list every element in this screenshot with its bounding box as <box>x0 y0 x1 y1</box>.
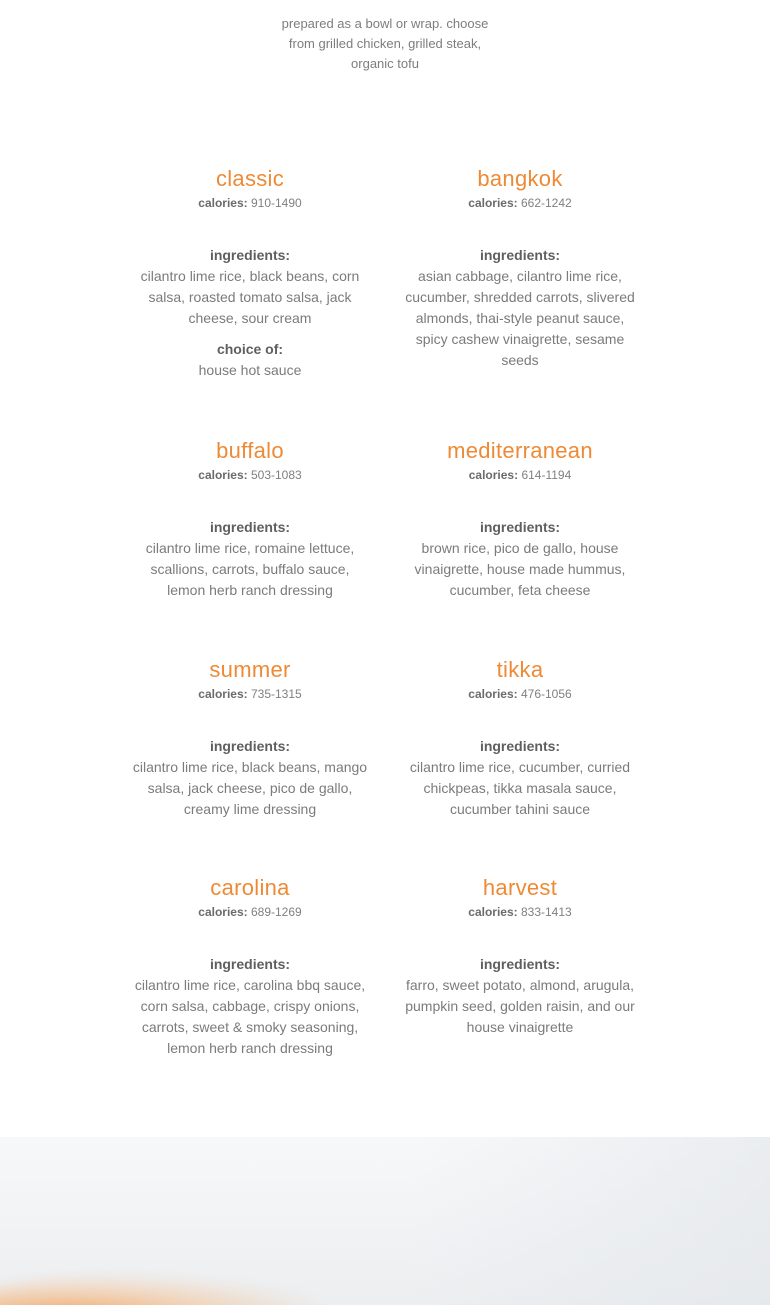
item-name: harvest <box>482 875 558 900</box>
ingredients-text: cilantro lime rice, black beans, mango salsa, jack cheese, pico de gallo, creamy lime dressing <box>132 759 368 817</box>
choice-label: choice of: <box>216 341 284 357</box>
calories-label: calories: <box>198 905 248 919</box>
ingredients-text: cilantro lime rice, romaine lettuce, scallions, carrots, buffalo sauce, lemon herb ranch dressing <box>145 540 355 598</box>
item-calories <box>395 686 645 702</box>
item-name: summer <box>209 657 291 682</box>
ingredients-label: ingredients: <box>479 519 561 535</box>
ingredients-text: cilantro lime rice, carolina bbq sauce, corn salsa, cabbage, crispy onions, carrots, sweet & smoky seasoning, lemon herb ranch dressing <box>134 977 366 1056</box>
item-name: mediterranean <box>447 438 593 463</box>
item-name: tikka <box>496 657 544 682</box>
item-calories <box>395 195 645 211</box>
choice-text: house hot sauce <box>198 362 302 378</box>
menu-item-harvest <box>395 875 645 1038</box>
calories-label: calories: <box>468 196 518 210</box>
item-calories <box>125 686 375 702</box>
ingredients-text: farro, sweet potato, almond, arugula, pumpkin seed, golden raisin, and our house vinaigrette <box>405 977 635 1035</box>
ingredients-label: ingredients: <box>209 247 291 263</box>
calories-value: 735-1315 <box>250 687 302 701</box>
ingredients-label: ingredients: <box>479 247 561 263</box>
calories-value: 614-1194 <box>521 468 572 482</box>
item-name: bangkok <box>477 166 563 191</box>
ingredients-text: cilantro lime rice, black beans, corn salsa, roasted tomato salsa, jack cheese, sour cream <box>140 268 360 326</box>
calories-label: calories: <box>468 468 519 482</box>
ingredients-text: brown rice, pico de gallo, house vinaigrette, house made hummus, cucumber, feta cheese <box>414 540 626 598</box>
item-name: buffalo <box>216 438 284 463</box>
calories-value: 662-1242 <box>520 196 572 210</box>
hero-image-banner <box>0 1137 770 1305</box>
ingredients-label: ingredients: <box>479 956 561 972</box>
hero-haze <box>410 1137 770 1305</box>
calories-value: 833-1413 <box>520 905 572 919</box>
item-calories <box>125 904 375 920</box>
menu-item-buffalo <box>125 438 375 601</box>
calories-label: calories: <box>198 687 248 701</box>
ingredients-label: ingredients: <box>209 738 291 754</box>
hero-food-blur <box>0 1275 320 1305</box>
item-calories <box>125 467 375 483</box>
menu-item-bangkok <box>395 166 645 371</box>
item-name: carolina <box>210 875 290 900</box>
menu-item-mediterranean <box>395 438 645 601</box>
ingredients-text: cilantro lime rice, cucumber, curried chickpeas, tikka masala sauce, cucumber tahini sauce <box>409 759 631 817</box>
calories-value: 910-1490 <box>250 196 302 210</box>
item-calories <box>125 195 375 211</box>
calories-label: calories: <box>468 687 518 701</box>
ingredients-label: ingredients: <box>479 738 561 754</box>
item-calories <box>395 467 645 483</box>
menu-item-summer <box>125 657 375 820</box>
menu-item-classic <box>125 166 375 381</box>
menu-item-carolina <box>125 875 375 1059</box>
calories-label: calories: <box>198 468 248 482</box>
intro-description: prepared as a bowl or wrap. choose from grilled chicken, grilled steak, organic tofu <box>281 16 489 71</box>
calories-label: calories: <box>468 905 518 919</box>
calories-value: 689-1269 <box>250 905 302 919</box>
intro-section <box>0 14 770 74</box>
ingredients-label: ingredients: <box>209 956 291 972</box>
ingredients-label: ingredients: <box>209 519 291 535</box>
calories-value: 476-1056 <box>520 687 572 701</box>
ingredients-text: asian cabbage, cilantro lime rice, cucumber, shredded carrots, slivered almonds, thai-style peanut sauce, spicy cashew vinaigrette, sesame seeds <box>405 268 635 368</box>
calories-value: 503-1083 <box>250 468 302 482</box>
calories-label: calories: <box>198 196 248 210</box>
menu-item-tikka <box>395 657 645 820</box>
item-calories <box>395 904 645 920</box>
item-name: classic <box>215 166 285 191</box>
